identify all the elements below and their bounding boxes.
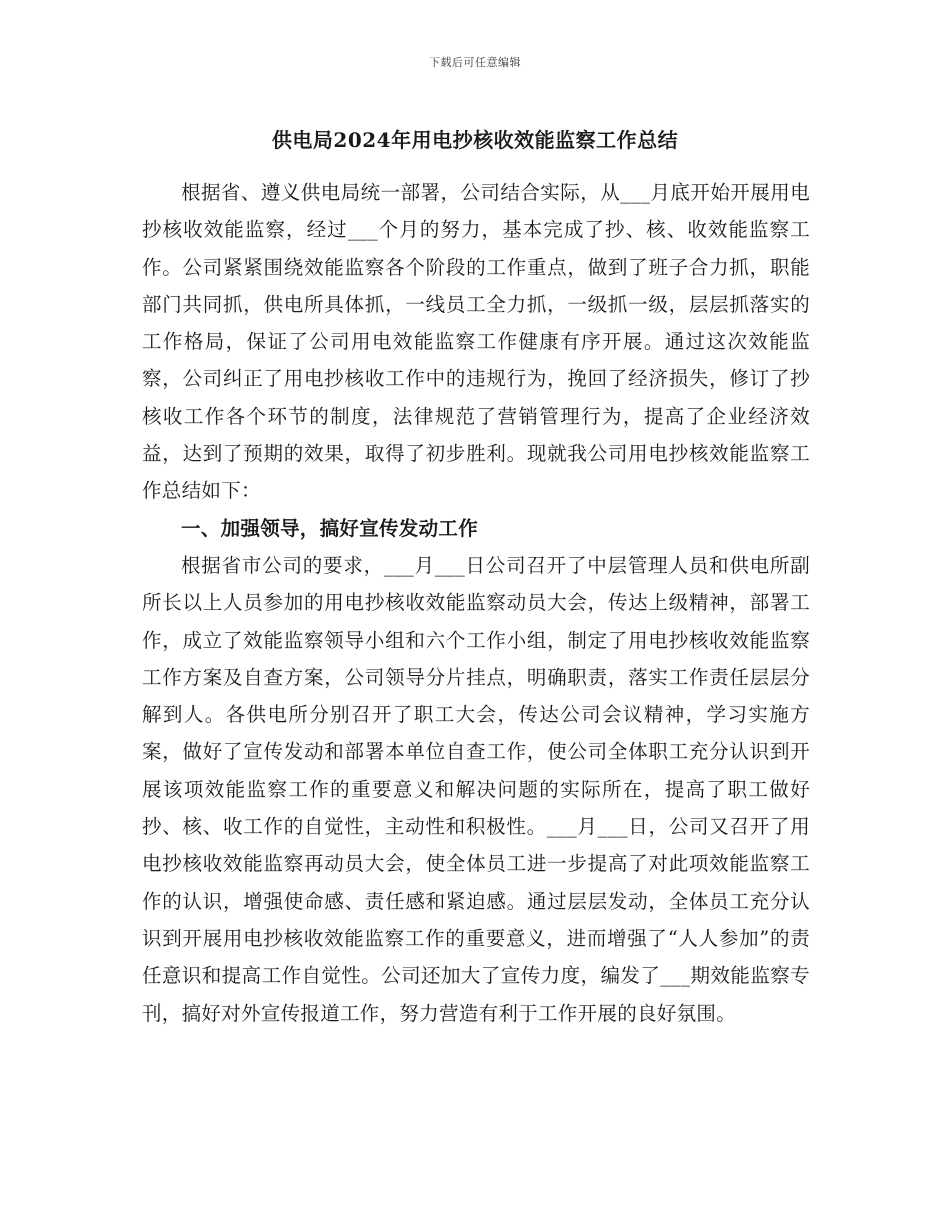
section-heading-1: 一、加强领导，搞好宣传发动工作	[181, 516, 479, 540]
document-body	[142, 174, 810, 1032]
intro-paragraph: 根据省、遵义供电局统一部署，公司结合实际，从___月底开始开展用电抄核收效能监察，经过___个月的努力，基本完成了抄、核、收效能监察工作。公司紧紧围绕效能监察各个阶段的工作重点，做到了班子合力抓，职能部门共同抓，供电所具体抓，一线员工全力抓，一级抓一级，层层抓落实的工作格局，保证了公司用电效能监察工作健康有序开展。通过这次效能监察，公司纠正了用电抄核收工作中的违规行为，挽回了经济损失，修订了抄核收工作各个环节的制度，法律规范了营销管理行为，提高了企业经济效益，达到了预期的效果，取得了初步胜利。现就我公司用电抄核效能监察工作总结如下：	[142, 181, 810, 503]
document-title: 供电局2024年用电抄核收效能监察工作总结	[271, 128, 679, 152]
header-note: 下载后可任意编辑	[429, 56, 521, 69]
section-1-paragraph: 根据省市公司的要求，___月___日公司召开了中层管理人员和供电所副所长以上人员参加的用电抄核收效能监察动员大会，传达上级精神，部署工作，成立了效能监察领导小组和六个工作小组，制定了用电抄核收效能监察工作方案及自查方案，公司领导分片挂点，明确职责，落实工作责任层层分解到人。各供电所分别召开了职工大会，传达公司会议精神，学习实施方案，做好了宣传发动和部署本单位自查工作，使公司全体职工充分认识到开展该项效能监察工作的重要意义和解决问题的实际所在，提高了职工做好抄、核、收工作的自觉性，主动性和积极性。___月___日，公司又召开了用电抄核收效能监察再动员大会，使全体员工进一步提高了对此项效能监察工作的认识，增强使命感、责任感和紧迫感。通过层层发动，全体员工充分认识到开展用电抄核收效能监察工作的重要意义，进而增强了“人人参加”的责任意识和提高工作自觉性。公司还加大了宣传力度，编发了___期效能监察专刊，搞好对外宣传报道工作，努力营造有利于工作开展的良好氛围。	[142, 553, 810, 1025]
